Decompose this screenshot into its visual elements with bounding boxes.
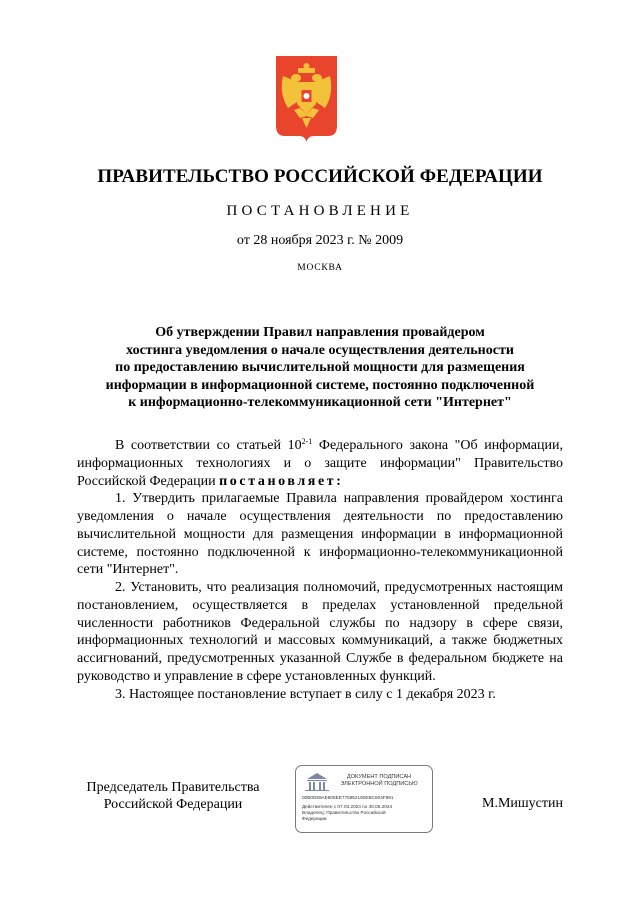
subject-line: к информационно-телекоммуникационной сети "Интернет" <box>128 395 512 411</box>
stamp-certificate: 00B0D59AE805EE775952190EBC604F891 <box>302 795 394 800</box>
subject-line: по предоставлению вычислительной мощности для размещения <box>115 360 525 376</box>
subject-line: информации в информационной системе, постоянно подключенной <box>105 377 535 393</box>
government-title: ПРАВИТЕЛЬСТВО РОССИЙСКОЙ ФЕДЕРАЦИИ <box>97 166 543 187</box>
subject-line: хостинга уведомления о начале осуществления деятельности <box>126 342 514 358</box>
subject-line: Об утверждении Правил направления провайдером <box>155 325 485 340</box>
document-city: МОСКВА <box>297 263 343 273</box>
preamble-paragraph: В соответствии со статьей 10$^{2-1}$ Федерального закона "Об информации, информационных технологиях и о защите информации" Правительство Российской Федерации постановляет: <box>77 437 563 489</box>
article-superscript: 2-1 <box>301 437 313 446</box>
building-icon <box>303 772 331 792</box>
stamp-validity: Действителен с 07.03.2023 по 30.05.2024 <box>302 804 393 809</box>
paragraph-3: 3. Настоящее постановление вступает в силу с 1 декабря 2023 г. <box>115 686 496 702</box>
stamp-owner-cont: Федерации <box>302 816 327 821</box>
signer-name: М.Мишустин <box>482 796 563 811</box>
paragraph-2: 2. Установить, что реализация полномочий, предусмотренных настоящим постановлением, осуществляется в пределах установленной предельной численности работников Федеральной службы по надзору в сфере связи, информационных технологий и массовых коммуникаций, а также бюджетных ассигнований, предусмотренных указанной Службе в федеральном бюджете на руководство и управление в сфере установленных функций. <box>77 580 563 684</box>
signer-position: Председатель Правительства Российской Федерации <box>86 780 260 812</box>
document-body <box>77 437 563 703</box>
document-subject <box>70 324 570 412</box>
paragraph-1: 1. Утвердить прилагаемые Правила направления провайдером хостинга уведомления о начале осуществления деятельности по предоставлению вычислительной мощности для размещения информации в информационной системе, постоянно подключенной к информационно-телекоммуникационной сети "Интернет". <box>77 491 563 578</box>
resolves-word: постановляет: <box>219 473 344 489</box>
coat-of-arms-icon <box>276 56 337 142</box>
document-date-number: от 28 ноября 2023 г. № 2009 <box>236 233 404 248</box>
stamp-heading: ДОКУМЕНТ ПОДПИСАН ЭЛЕКТРОННОЙ ПОДПИСЬЮ <box>340 774 418 787</box>
document-type: ПОСТАНОВЛЕНИЕ <box>226 203 414 219</box>
electronic-signature-stamp <box>295 765 433 833</box>
stamp-owner: Владелец: Правительство Российской <box>302 810 386 815</box>
